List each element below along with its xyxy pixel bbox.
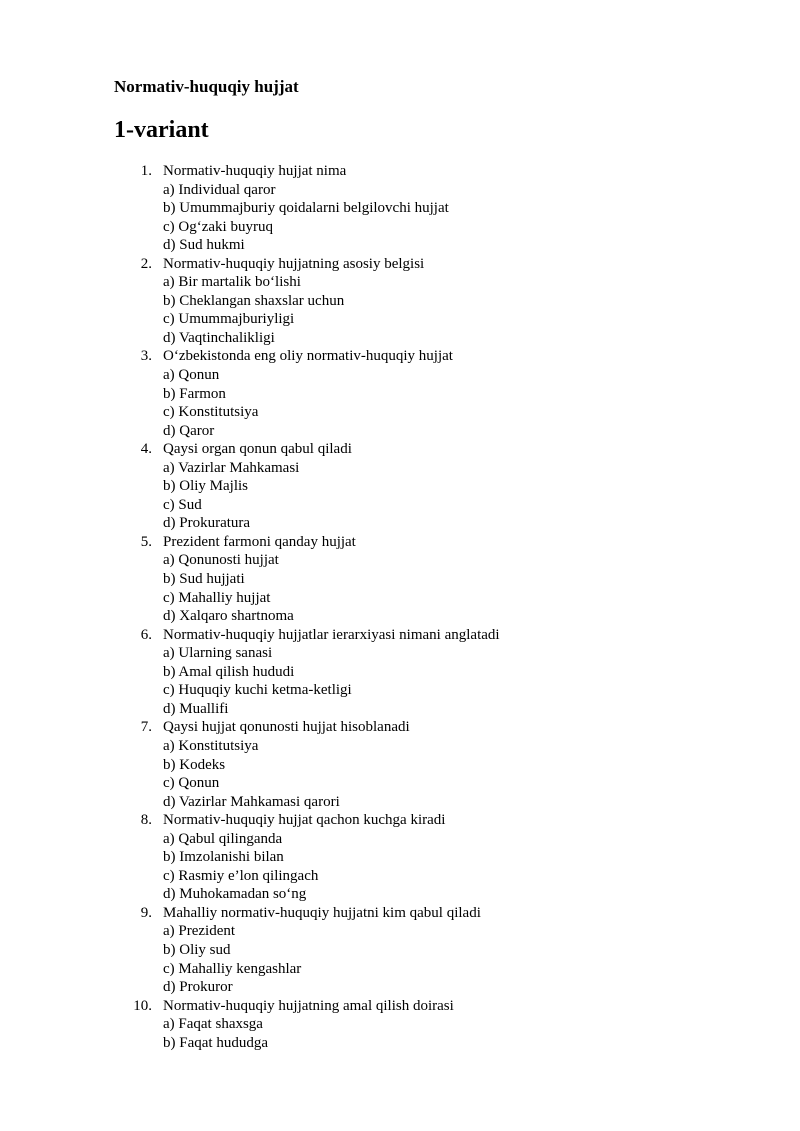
- answer-options: [0, 459, 500, 533]
- question-item: [0, 904, 500, 997]
- answer-option: c) Og‘zaki buyruq: [163, 218, 273, 235]
- question-text: Normativ-huquqiy hujjatning asosiy belgisi: [163, 255, 425, 272]
- question-item: [0, 626, 500, 719]
- answer-option: b) Faqat hududga: [163, 1034, 268, 1051]
- answer-option: d) Muallifi: [163, 700, 229, 717]
- question-text: Qaysi organ qonun qabul qiladi: [163, 441, 352, 458]
- answer-options: [0, 273, 500, 347]
- question-item: [0, 347, 500, 440]
- answer-options: [0, 181, 500, 255]
- question-number: 8.: [140, 812, 152, 829]
- answer-option: b) Amal qilish hududi: [163, 663, 295, 680]
- question-item: [0, 718, 500, 811]
- answer-option: d) Vaqtinchalikligi: [163, 329, 275, 346]
- answer-option: d) Qaror: [163, 422, 215, 439]
- answer-option: c) Qonun: [163, 775, 220, 792]
- answer-option: a) Bir martalik bo‘lishi: [163, 274, 301, 291]
- answer-options: [0, 1015, 500, 1052]
- answer-option: a) Prezident: [163, 923, 236, 940]
- answer-options: [0, 644, 500, 718]
- answer-option: b) Oliy sud: [163, 941, 231, 958]
- answer-options: [0, 830, 500, 904]
- question-number: 6.: [140, 626, 152, 643]
- question-number: 1.: [140, 163, 152, 179]
- answer-option: c) Konstitutsiya: [163, 404, 259, 421]
- question-number: 5.: [140, 533, 152, 550]
- answer-option: c) Rasmiy e’lon qilingach: [163, 867, 319, 884]
- answer-option: c) Huquqiy kuchi ketma-ketligi: [163, 682, 352, 699]
- question-item: [0, 255, 500, 348]
- question-number: 3.: [140, 348, 152, 365]
- answer-options: [0, 922, 500, 996]
- question-text: Normativ-huquqiy hujjatlar ierarxiyasi nimani anglatadi: [163, 626, 500, 643]
- answer-option: d) Prokuratura: [163, 515, 251, 532]
- question-text: Normativ-huquqiy hujjat nima: [163, 163, 347, 179]
- answer-option: d) Sud hukmi: [163, 237, 245, 254]
- answer-option: d) Prokuror: [163, 979, 233, 996]
- question-item: [0, 997, 500, 1053]
- question-text: O‘zbekistonda eng oliy normativ-huquqiy hujjat: [163, 348, 453, 365]
- answer-options: [0, 737, 500, 811]
- answer-option: b) Umummajburiy qoidalarni belgilovchi hujjat: [163, 200, 449, 217]
- question-item: [0, 533, 500, 626]
- answer-option: d) Muhokamadan so‘ng: [163, 886, 307, 903]
- question-text: Normativ-huquqiy hujjatning amal qilish doirasi: [163, 997, 454, 1014]
- question-item: [0, 440, 500, 533]
- answer-option: a) Faqat shaxsga: [163, 1016, 263, 1033]
- question-text: Prezident farmoni qanday hujjat: [163, 533, 356, 550]
- document-title: Normativ-huquqiy hujjat: [114, 77, 299, 96]
- question-number: 4.: [140, 441, 152, 458]
- answer-option: c) Sud: [163, 496, 202, 513]
- answer-option: d) Xalqaro shartnoma: [163, 608, 294, 625]
- question-number: 10.: [133, 997, 152, 1014]
- answer-option: d) Vazirlar Mahkamasi qarori: [163, 793, 340, 810]
- answer-option: a) Qonun: [163, 367, 220, 384]
- answer-option: c) Umummajburiyligi: [163, 311, 295, 328]
- answer-option: b) Farmon: [163, 385, 226, 402]
- question-number: 9.: [140, 904, 152, 921]
- answer-option: b) Sud hujjati: [163, 571, 245, 588]
- answer-option: c) Mahalliy kengashlar: [163, 960, 302, 977]
- answer-option: a) Ularning sanasi: [163, 645, 273, 662]
- question-text: Qaysi hujjat qonunosti hujjat hisoblanadi: [163, 719, 410, 736]
- question-number: 7.: [140, 719, 152, 736]
- answer-option: b) Imzolanishi bilan: [163, 849, 284, 866]
- question-text: Normativ-huquqiy hujjat qachon kuchga kiradi: [163, 812, 446, 829]
- answer-option: a) Vazirlar Mahkamasi: [163, 459, 300, 476]
- question-text: Mahalliy normativ-huquqiy hujjatni kim qabul qiladi: [163, 904, 481, 921]
- answer-option: b) Oliy Majlis: [163, 478, 248, 495]
- answer-option: a) Individual qaror: [163, 181, 276, 198]
- answer-options: [0, 551, 500, 625]
- question-item: [0, 162, 500, 255]
- answer-option: a) Qabul qilinganda: [163, 830, 283, 847]
- answer-option: b) Cheklangan shaxslar uchun: [163, 292, 345, 309]
- question-list: [0, 162, 500, 1052]
- variant-heading: 1-variant: [114, 117, 209, 143]
- question-number: 2.: [140, 255, 152, 272]
- answer-options: [0, 366, 500, 440]
- answer-option: b) Kodeks: [163, 756, 226, 773]
- answer-option: c) Mahalliy hujjat: [163, 589, 271, 606]
- answer-option: a) Qonunosti hujjat: [163, 552, 279, 569]
- answer-option: a) Konstitutsiya: [163, 737, 259, 754]
- question-item: [0, 811, 500, 904]
